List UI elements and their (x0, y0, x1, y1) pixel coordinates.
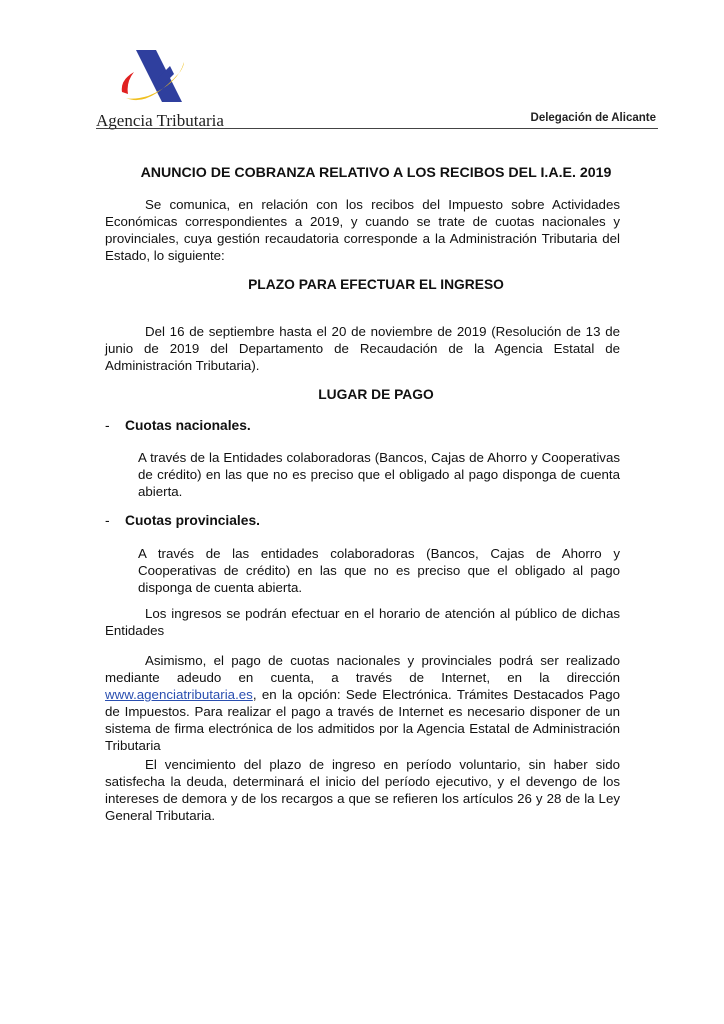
bullet-cuotas-nacionales (105, 418, 251, 433)
header-rule (96, 128, 658, 129)
bullet-label: Cuotas provinciales. (125, 513, 260, 528)
horario-text: Los ingresos se podrán efectuar en el horario de atención al público de dichas Entidades (105, 606, 620, 638)
bullet-dash: - (105, 513, 110, 528)
intro-paragraph (105, 196, 620, 264)
heading-lugar: LUGAR DE PAGO (318, 387, 434, 402)
cuotas-nacionales-text: A través de la Entidades colaboradoras (Bancos, Cajas de Ahorro y Cooperativas de crédito) en las que no es preciso que el obligado al pago disponga de cuenta abierta. (138, 450, 620, 499)
bullet-dash: - (105, 418, 110, 433)
cuotas-provinciales-text: A través de las entidades colaboradoras (Bancos, Cajas de Ahorro y Cooperativas de crédito) en las que no es preciso que el obligado al pago disponga de cuenta abierta. (138, 546, 620, 595)
document-title: ANUNCIO DE COBRANZA RELATIVO A LOS RECIBOS DEL I.A.E. 2019 (140, 165, 612, 181)
plazo-text: Del 16 de septiembre hasta el 20 de noviembre de 2019 (Resolución de 13 de junio de 2019 del Departamento de Recaudación de la Agencia Estatal de Administración Tributaria). (105, 324, 620, 373)
vencimiento-text: El vencimiento del plazo de ingreso en período voluntario, sin haber sido satisfecha la deuda, determinará el inicio del período ejecutivo, y el devengo de los intereses de demora y de los recargos a que se refieren los artículos 26 y 28 de la Ley General Tributaria. (105, 757, 620, 823)
internet-text-before: Asimismo, el pago de cuotas nacionales y provinciales podrá ser realizado mediante adeudo en cuenta, a través de Internet, en la dirección (105, 653, 620, 685)
internet-text-after: , en la opción: Sede Electrónica. Trámites Destacados Pago de Impuestos. Para realizar el pago a través de Internet es necesario disponer de un sistema de firma electrónica de los admitidos por la Agencia Estatal de Administración Tributaria (105, 687, 620, 753)
internet-paragraph (105, 652, 620, 754)
intro-text: Se comunica, en relación con los recibos del Impuesto sobre Actividades Económicas correspondientes a 2019, y cuando se trate de cuotas nacionales y provinciales, cuya gestión recaudatoria corresponde a la Administración Tributaria del Estado, lo siguiente: (105, 197, 620, 263)
vencimiento-paragraph (105, 756, 620, 824)
agenciatributaria-link[interactable]: www.agenciatributaria.es (105, 687, 253, 702)
horario-paragraph (105, 605, 620, 639)
agencia-tributaria-logo-icon (118, 46, 190, 108)
heading-plazo: PLAZO PARA EFECTUAR EL INGRESO (248, 277, 504, 292)
agency-name: Agencia Tributaria (96, 111, 224, 130)
bullet-cuotas-provinciales (105, 513, 260, 528)
plazo-paragraph (105, 323, 620, 374)
bullet-label: Cuotas nacionales. (125, 418, 251, 433)
delegation-label: Delegación de Alicante (530, 112, 656, 124)
